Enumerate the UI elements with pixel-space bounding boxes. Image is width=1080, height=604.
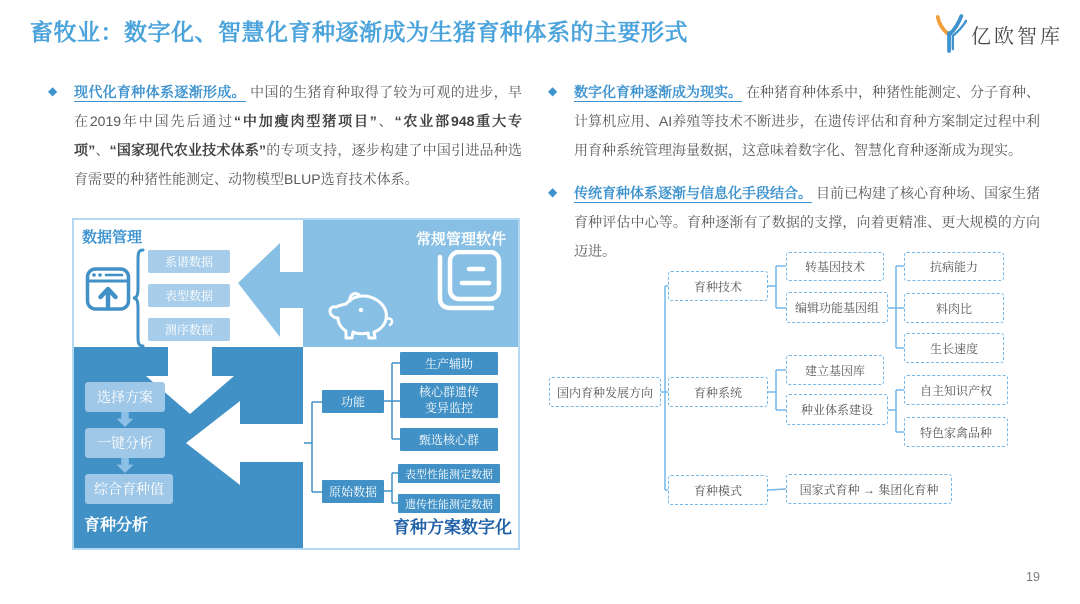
data-mgmt-title: 数据管理 (82, 229, 143, 246)
small-down-arrow-icon (115, 412, 135, 427)
tree-node-ipr: 自主知识产权 (904, 375, 1008, 405)
tree-node-disease-resistance: 抗病能力 (904, 252, 1004, 281)
tree-node-breeding-tech: 育种技术 (668, 271, 768, 301)
tree-node-mode-path: 国家式育种 → 集团化育种 (786, 474, 952, 504)
node-phenotype-test-data: 表型性能测定数据 (398, 464, 500, 483)
bullet-text (574, 78, 1040, 165)
analysis-step-one-click: 一键分析 (85, 428, 165, 458)
diamond-bullet-icon: ◆ (548, 84, 558, 98)
bullet-heading: 数字化育种逐渐成为现实。 (574, 84, 743, 100)
left-bullet-column (48, 78, 522, 208)
tree-node-growth-speed: 生长速度 (904, 333, 1004, 363)
analysis-title: 育种分析 (84, 517, 149, 534)
page-title: 畜牧业：数字化、智慧化育种逐渐成为生猪育种体系的主要形式 (30, 19, 688, 45)
bullet-bold: “国家现代农业技术体系” (109, 142, 267, 158)
development-direction-tree (545, 245, 1015, 510)
bullet-digital-breeding (548, 78, 1040, 165)
tree-node-special-breed: 特色家禽品种 (904, 417, 1008, 447)
node-genetic-test-data: 遗传性能测定数据 (398, 494, 500, 513)
tree-node-gene-bank: 建立基因库 (786, 355, 884, 385)
tree-node-feed-ratio: 料肉比 (904, 293, 1004, 323)
bullet-heading: 现代化育种体系逐渐形成。 (74, 84, 246, 100)
node-functions: 功能 (322, 390, 384, 413)
node-production-assist: 生产辅助 (400, 352, 498, 375)
tree-node-breeding-system: 育种系统 (668, 377, 768, 407)
data-item-sequencing: 测序数据 (148, 318, 230, 341)
tree-node-seed-system: 种业体系建设 (786, 394, 888, 425)
node-select-core-group: 甄选核心群 (400, 428, 498, 451)
logo-text: 亿欧智库 (971, 25, 1063, 48)
small-down-arrow-icon (115, 458, 135, 473)
analysis-step-select-plan: 选择方案 (85, 382, 165, 412)
bullet-heading: 传统育种体系逐渐与信息化手段结合。 (574, 185, 813, 201)
logo-y-icon (933, 14, 967, 54)
pig-icon (326, 282, 400, 346)
diamond-bullet-icon: ◆ (48, 84, 58, 98)
stacked-cards-icon (433, 250, 505, 316)
tree-root: 国内育种发展方向 (549, 377, 661, 407)
bullet-body: 中国的生猪育种取得了较为可观的进步，早在2019年中国先后通过 (74, 84, 523, 129)
tree-node-breeding-mode: 育种模式 (668, 475, 768, 505)
bullet-body: 、 (95, 142, 110, 158)
bullet-modern-system (48, 78, 522, 194)
bullet-body: 在种猪育种体系中，种猪性能测定、分子育种、计算机应用、AI养殖等技术不断进步，在遗传评估和育种方案制定过程中利用育种系统管理海量数据，这意味着数字化、智慧化育种逐渐成为现实。 (574, 84, 1041, 158)
breeding-system-diagram (72, 218, 520, 550)
brace-icon (131, 248, 145, 348)
analysis-step-breeding-value: 综合育种值 (85, 474, 173, 504)
node-raw-data: 原始数据 (322, 480, 384, 503)
page-number: 19 (1026, 570, 1040, 584)
diamond-bullet-icon: ◆ (548, 185, 558, 199)
brand-logo (933, 14, 1063, 54)
digital-title: 育种方案数字化 (393, 518, 512, 537)
node-core-group-monitoring: 核心群遗传变异监控 (400, 383, 498, 418)
bullet-body: 、 (376, 113, 395, 129)
bullet-body: 的专项支持，逐步构建了中国引进品种选育需要的种猪性能测定、动物模型BLUP选育技术体系。 (74, 142, 522, 187)
data-item-phenotype: 表型数据 (148, 284, 230, 307)
data-item-pedigree: 系谱数据 (148, 250, 230, 273)
tree-node-transgenic: 转基因技术 (786, 252, 884, 281)
software-title: 常规管理软件 (415, 231, 506, 248)
bullet-bold: “农业部948重大专项” (74, 113, 523, 158)
bullet-bold: “中加瘦肉型猪项目” (233, 113, 377, 129)
tree-node-genome-edit: 编辑功能基因组 (786, 292, 888, 323)
bullet-text (74, 78, 522, 194)
bullet-body: 目前已构建了核心育种场、国家生猪育种评估中心等。育种逐渐有了数据的支撑，向着更精准、更大规模的方向迈进。 (574, 185, 1041, 259)
upload-window-icon (85, 264, 131, 314)
